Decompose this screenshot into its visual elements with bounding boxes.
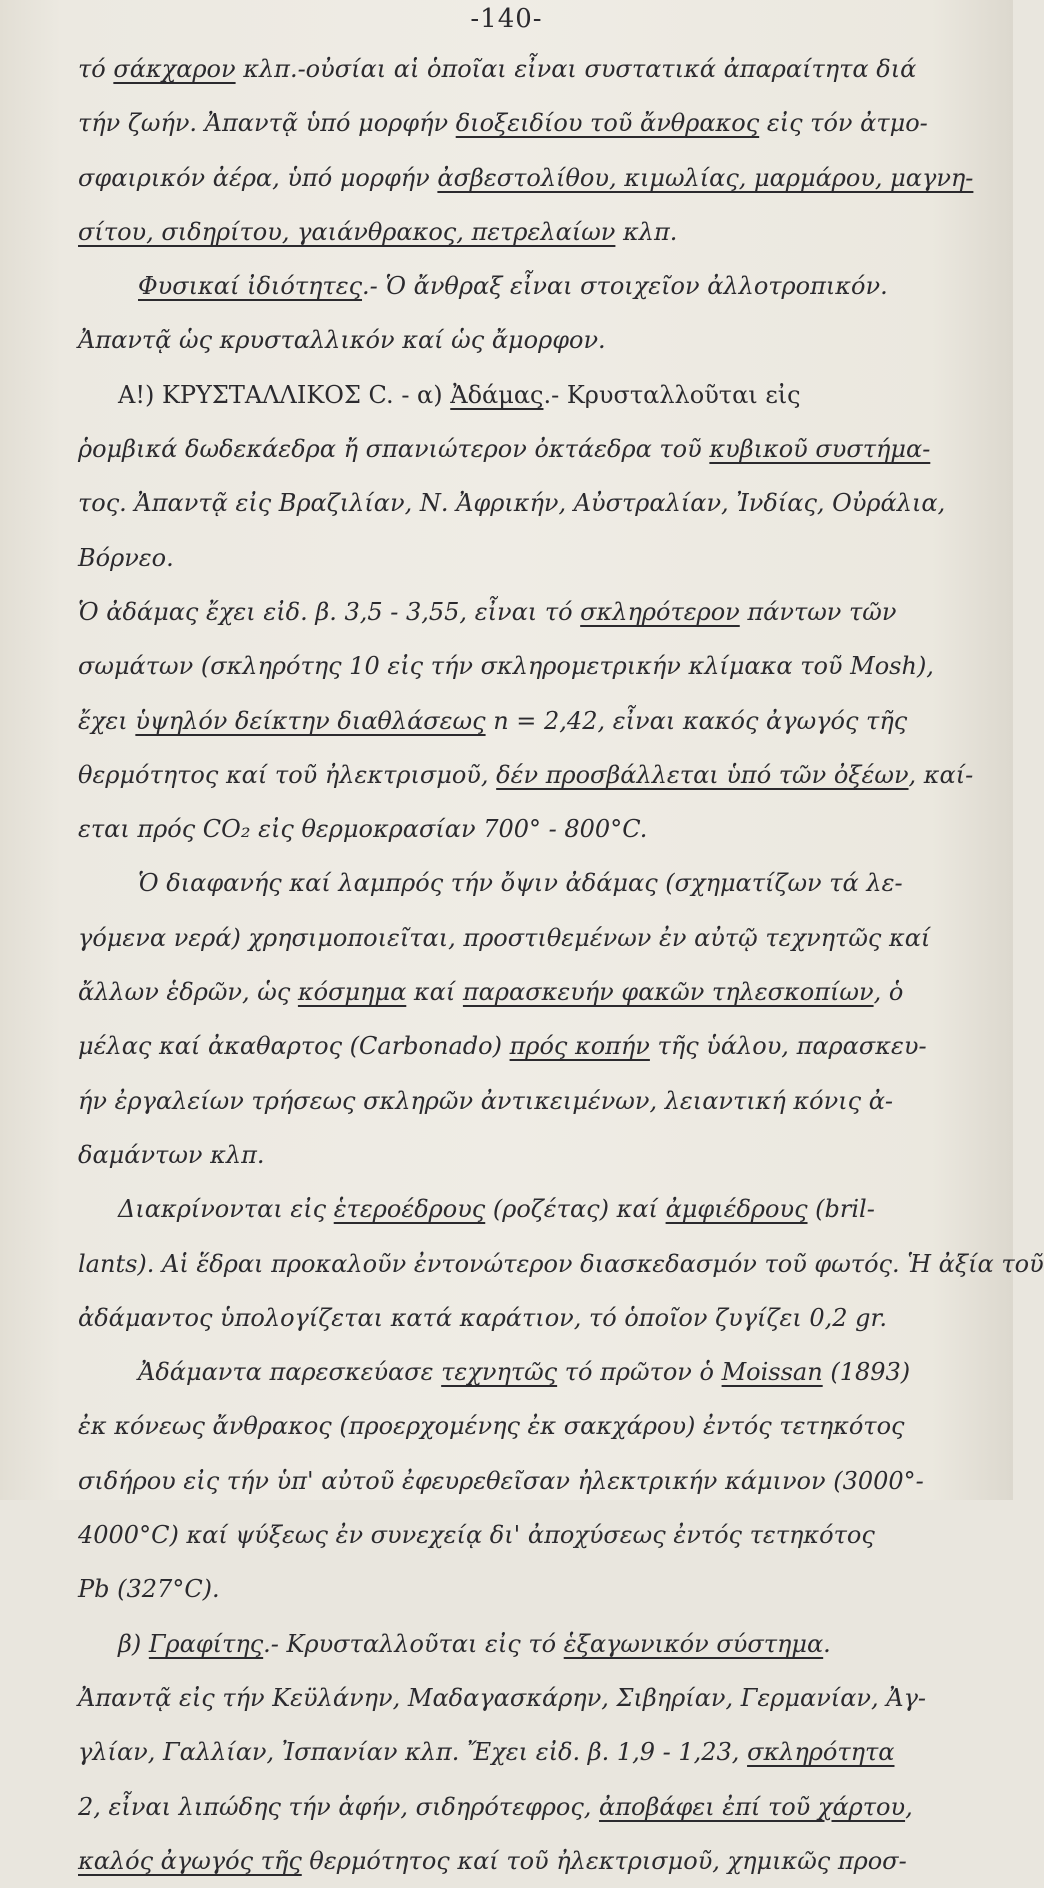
- text-line: [78, 531, 978, 585]
- text-line: [78, 965, 978, 1019]
- text-line: [78, 42, 978, 96]
- text-segment: .- Κρυσταλλοῦται εἰς τό: [263, 1629, 564, 1658]
- underlined-text: Γραφίτης: [148, 1629, 264, 1658]
- text-segment: τήν ζωήν. Ἀπαντᾷ ὑπό μορφήν: [78, 109, 456, 138]
- text-segment: πάντων τῶν: [739, 597, 897, 626]
- text-segment: ἐκ κόνεως ἄνθρακος (προερχομένης ἐκ σακχάρου) ἐντός τετηκότος: [78, 1412, 905, 1441]
- text-line: [78, 1562, 978, 1616]
- text-line: [78, 1237, 1044, 1291]
- text-line: [78, 639, 978, 693]
- text-segment: Pb (327°C).: [78, 1575, 220, 1604]
- text-line: [78, 1128, 978, 1182]
- text-segment: ,: [905, 1792, 913, 1821]
- text-line: [78, 368, 978, 422]
- text-segment: κλπ.-οὐσίαι αἱ ὁποῖαι εἶναι συστατικά ἀπαραίτητα διά: [235, 55, 917, 83]
- text-line: [78, 1834, 978, 1888]
- text-line: [78, 585, 978, 639]
- text-line: [78, 1182, 978, 1236]
- text-segment: Ἀδάμαντα παρεσκεύασε: [138, 1358, 442, 1387]
- text-line: [78, 1019, 978, 1073]
- underlined-text: δέν προσβάλλεται ὑπό τῶν ὀξέων: [496, 760, 909, 789]
- text-line: [78, 911, 978, 965]
- text-line: [78, 1074, 978, 1128]
- underlined-text: σκληρότητα: [747, 1738, 895, 1767]
- text-segment: Ὁ ἀδάμας ἔχει εἰδ. β. 3,5 - 3,55, εἶναι τό: [78, 597, 581, 626]
- text-line: [78, 748, 978, 802]
- text-segment: Διακρίνονται εἰς: [118, 1195, 334, 1224]
- text-segment: σωμάτων (σκληρότης 10 εἰς τήν σκληρομετρικήν κλίμακα τοῦ Mosh),: [78, 652, 934, 681]
- underlined-text: καλός ἀγωγός τῆς: [78, 1846, 302, 1875]
- text-segment: (bril-: [807, 1195, 875, 1224]
- text-segment: ἄλλων ἑδρῶν, ὡς: [78, 978, 298, 1007]
- underlined-text: ἀποβάφει ἐπί τοῦ χάρτου: [599, 1792, 906, 1821]
- text-segment: β): [118, 1629, 149, 1658]
- text-segment: 2, εἶναι λιπώδης τήν ἁφήν, σιδηρότεφρος,: [78, 1792, 600, 1821]
- text-segment: ἔχει: [78, 706, 136, 735]
- text-segment: θερμότητος καί τοῦ ἠλεκτρισμοῦ, χημικῶς προσ-: [301, 1846, 907, 1875]
- text-line: [78, 313, 978, 367]
- text-segment: γλίαν, Γαλλίαν, Ἰσπανίαν κλπ. Ἔχει εἰδ. β. 1,9 - 1,23,: [78, 1738, 748, 1767]
- underlined-text: ἑτεροέδρους: [333, 1195, 486, 1224]
- text-segment: (1893): [822, 1358, 911, 1387]
- text-line: [78, 1780, 978, 1834]
- underlined-text: διοξειδίου τοῦ ἄνθρακος: [455, 109, 760, 138]
- text-line: [78, 1671, 978, 1725]
- text-line: [78, 802, 978, 856]
- text-segment: Α!) ΚΡΥΣΤΑΛΛΙΚΟΣ C. - α): [118, 380, 451, 409]
- text-segment: Ἀπαντᾷ ὡς κρυσταλλικόν καί ὡς ἄμορφον.: [78, 326, 606, 355]
- underlined-text: ἀσβεστολίθου, κιμωλίας, μαρμάρου, μαγνη-: [437, 163, 974, 192]
- text-segment: ἀδάμαντος ὑπολογίζεται κατά καράτιον, τό ὁποῖον ζυγίζει 0,2 gr.: [78, 1303, 888, 1332]
- handwritten-text-body: [78, 42, 1044, 1888]
- text-line: [78, 1399, 978, 1453]
- text-segment: Ἀπαντᾷ εἰς τήν Κεϋλάνην, Μαδαγασκάρην, Σιβηρίαν, Γερμανίαν, Ἀγ-: [78, 1683, 927, 1712]
- underlined-text: σάκχαρον: [113, 55, 236, 83]
- text-segment: .- Κρυσταλλοῦται εἰς: [543, 380, 801, 409]
- text-line: [78, 1345, 978, 1399]
- text-segment: σιδήρου εἰς τήν ὑπ' αὐτοῦ ἐφευρεθεῖσαν ἠλεκτρικήν κάμινον (3000°-: [78, 1466, 924, 1495]
- underlined-text: παρασκευήν φακῶν τηλεσκοπίων: [462, 978, 874, 1007]
- text-line: [78, 1454, 978, 1508]
- text-line: [78, 856, 978, 910]
- text-line: [78, 422, 978, 476]
- text-segment: (ροζέτας) καί: [485, 1195, 666, 1224]
- page-number: -140-: [470, 4, 543, 34]
- text-segment: γόμενα νερά) χρησιμοποιεῖται, προστιθεμένων ἐν αὐτῷ τεχνητῶς καί: [78, 923, 931, 952]
- text-line: [78, 476, 978, 530]
- text-line: [78, 151, 978, 205]
- text-line: [78, 96, 978, 150]
- text-segment: δαμάντων κλπ.: [78, 1140, 265, 1169]
- text-segment: τό: [78, 55, 114, 83]
- underlined-text: Ἀδάμας: [450, 380, 544, 409]
- text-segment: σφαιρικόν ἀέρα, ὑπό μορφήν: [78, 163, 438, 192]
- underlined-text: κυβικοῦ συστήμα-: [709, 435, 931, 464]
- text-line: [78, 1508, 978, 1562]
- text-segment: .: [823, 1629, 831, 1658]
- text-segment: εται πρός CO₂ εἰς θερμοκρασίαν 700° - 800°C.: [78, 815, 648, 844]
- text-line: [78, 694, 978, 748]
- text-segment: εἰς τόν ἀτμο-: [759, 109, 928, 138]
- text-segment: καί: [406, 978, 463, 1007]
- underlined-text: κόσμημα: [297, 978, 407, 1007]
- underlined-text: σίτου, σιδηρίτου, γαιάνθρακος, πετρελαίων: [78, 217, 616, 246]
- underlined-text: ἑξαγωνικόν σύστημα: [563, 1629, 824, 1658]
- text-segment: , ὁ: [873, 978, 904, 1007]
- text-segment: n = 2,42, εἶναι κακός ἀγωγός τῆς: [485, 706, 908, 735]
- text-segment: ῥομβικά δωδεκάεδρα ἤ σπανιώτερον ὀκτάεδρα τοῦ: [78, 435, 710, 464]
- text-segment: 4000°C) καί ψύξεως ἐν συνεχείᾳ δι' ἀποχύσεως ἐντός τετηκότος: [78, 1521, 875, 1550]
- text-line: [78, 1617, 978, 1671]
- underlined-text: πρός κοπήν: [509, 1032, 650, 1061]
- text-segment: lants). Αἱ ἕδραι προκαλοῦν ἐντονώτερον διασκεδασμόν τοῦ φωτός. Ἡ ἀξία τοῦ: [78, 1249, 1044, 1278]
- text-segment: τος. Ἀπαντᾷ εἰς Βραζιλίαν, Ν. Ἀφρικήν, Αὐστραλίαν, Ἰνδίας, Οὐράλια,: [78, 489, 946, 518]
- text-segment: , καί-: [908, 760, 974, 789]
- text-segment: μέλας καί ἀκαθαρτος (Carbonado): [78, 1032, 510, 1061]
- text-segment: θερμότητος καί τοῦ ἠλεκτρισμοῦ,: [78, 760, 497, 789]
- text-segment: ήν ἐργαλείων τρήσεως σκληρῶν ἀντικειμένων, λειαντική κόνις ἀ-: [78, 1086, 894, 1115]
- text-segment: τό πρῶτον ὁ: [557, 1358, 722, 1387]
- text-segment: .- Ὁ ἄνθραξ εἶναι στοιχεῖον ἀλλοτροπικόν.: [362, 272, 888, 301]
- underlined-text: Φυσικαί ἰδιότητες: [138, 272, 363, 301]
- text-segment: κλπ.: [615, 217, 678, 246]
- underlined-text: Moissan: [721, 1358, 823, 1387]
- underlined-text: τεχνητῶς: [441, 1358, 558, 1387]
- text-line: [78, 1725, 978, 1779]
- underlined-text: σκληρότερον: [580, 597, 740, 626]
- underlined-text: ὑψηλόν δείκτην διαθλάσεως: [135, 706, 486, 735]
- text-line: [78, 259, 978, 313]
- underlined-text: ἀμφιέδρους: [665, 1195, 808, 1224]
- text-segment: Ὁ διαφανής καί λαμπρός τήν ὄψιν ἀδάμας (σχηματίζων τά λε-: [138, 869, 903, 898]
- text-segment: τῆς ὑάλου, παρασκευ-: [649, 1032, 927, 1061]
- text-segment: Βόρνεο.: [78, 543, 174, 572]
- text-line: [78, 205, 978, 259]
- text-line: [78, 1291, 978, 1345]
